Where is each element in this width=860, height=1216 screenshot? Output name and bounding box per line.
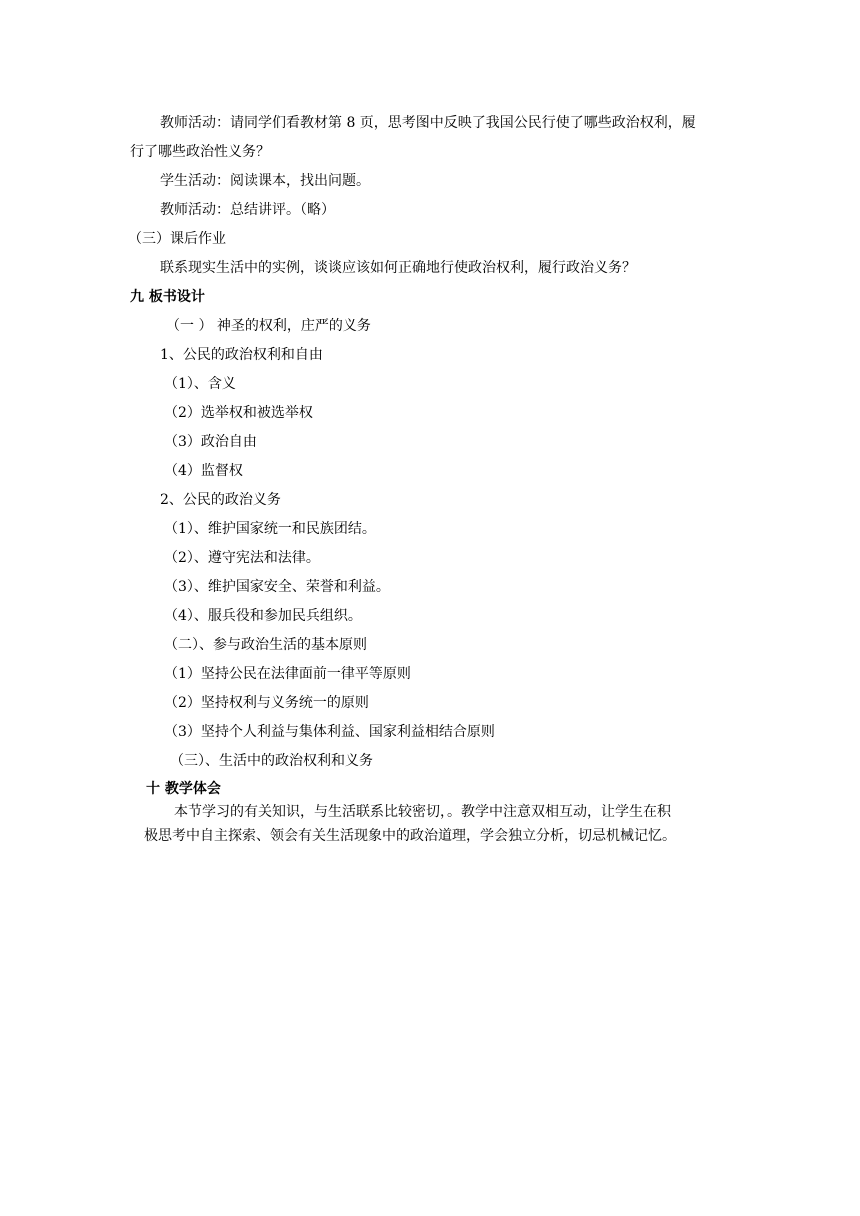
board-item2-sub-2: （2）、遵守宪法和法律。 [164, 550, 320, 566]
homework-text: 联系现实生活中的实例，谈谈应该如何正确地行使政治权利，履行政治义务？ [160, 260, 636, 276]
board-item2-title: 2、公民的政治义务 [160, 492, 281, 508]
reflection-line2: 极思考中自主探索、领会有关生活现象中的政治道理，学会独立分析，切忌机械记忆。 [144, 828, 676, 844]
board-part3-title: （三）、生活中的政治权利和义务 [170, 753, 373, 769]
section-10-heading: 十 教学体会 [146, 781, 221, 797]
board-part2-title: （二）、参与政治生活的基本原则 [164, 637, 367, 653]
board-part2-sub-2: （2）坚持权利与义务统一的原则 [164, 695, 369, 711]
board-item2-sub-1: （1）、维护国家统一和民族团结。 [164, 521, 376, 537]
reflection-line1: 本节学习的有关知识，与生活联系比较密切，。教学中注意双相互动，让学生在积 [174, 804, 671, 820]
board-part2-sub-1: （1）坚持公民在法律面前一律平等原则 [164, 666, 411, 682]
teacher-activity-1-line2: 行了哪些政治性义务？ [130, 144, 270, 160]
board-item1-sub-1: （1）、含义 [164, 376, 236, 392]
board-item1-sub-4: （4）监督权 [164, 463, 243, 479]
board-part2-sub-3: （3）坚持个人利益与集体利益、国家利益相结合原则 [164, 724, 495, 740]
teacher-activity-1-line1: 教师活动：请同学们看教材第 8 页，思考图中反映了我国公民行使了哪些政治权利，履 [160, 115, 696, 131]
board-item1-title: 1、公民的政治权利和自由 [160, 347, 323, 363]
student-activity: 学生活动：阅读课本，找出问题。 [160, 173, 370, 189]
section-9-heading: 九 板书设计 [130, 289, 205, 305]
teacher-activity-2: 教师活动：总结讲评。（略） [160, 202, 335, 218]
board-item2-sub-3: （3）、维护国家安全、荣誉和利益。 [164, 579, 390, 595]
homework-heading: （三）课后作业 [128, 231, 226, 247]
board-part1-title: （一 ） 神圣的权利，庄严的义务 [166, 318, 371, 334]
board-item1-sub-3: （3）政治自由 [164, 434, 257, 450]
board-item1-sub-2: （2）选举权和被选举权 [164, 405, 313, 421]
board-item2-sub-4: （4）、服兵役和参加民兵组织。 [164, 608, 362, 624]
